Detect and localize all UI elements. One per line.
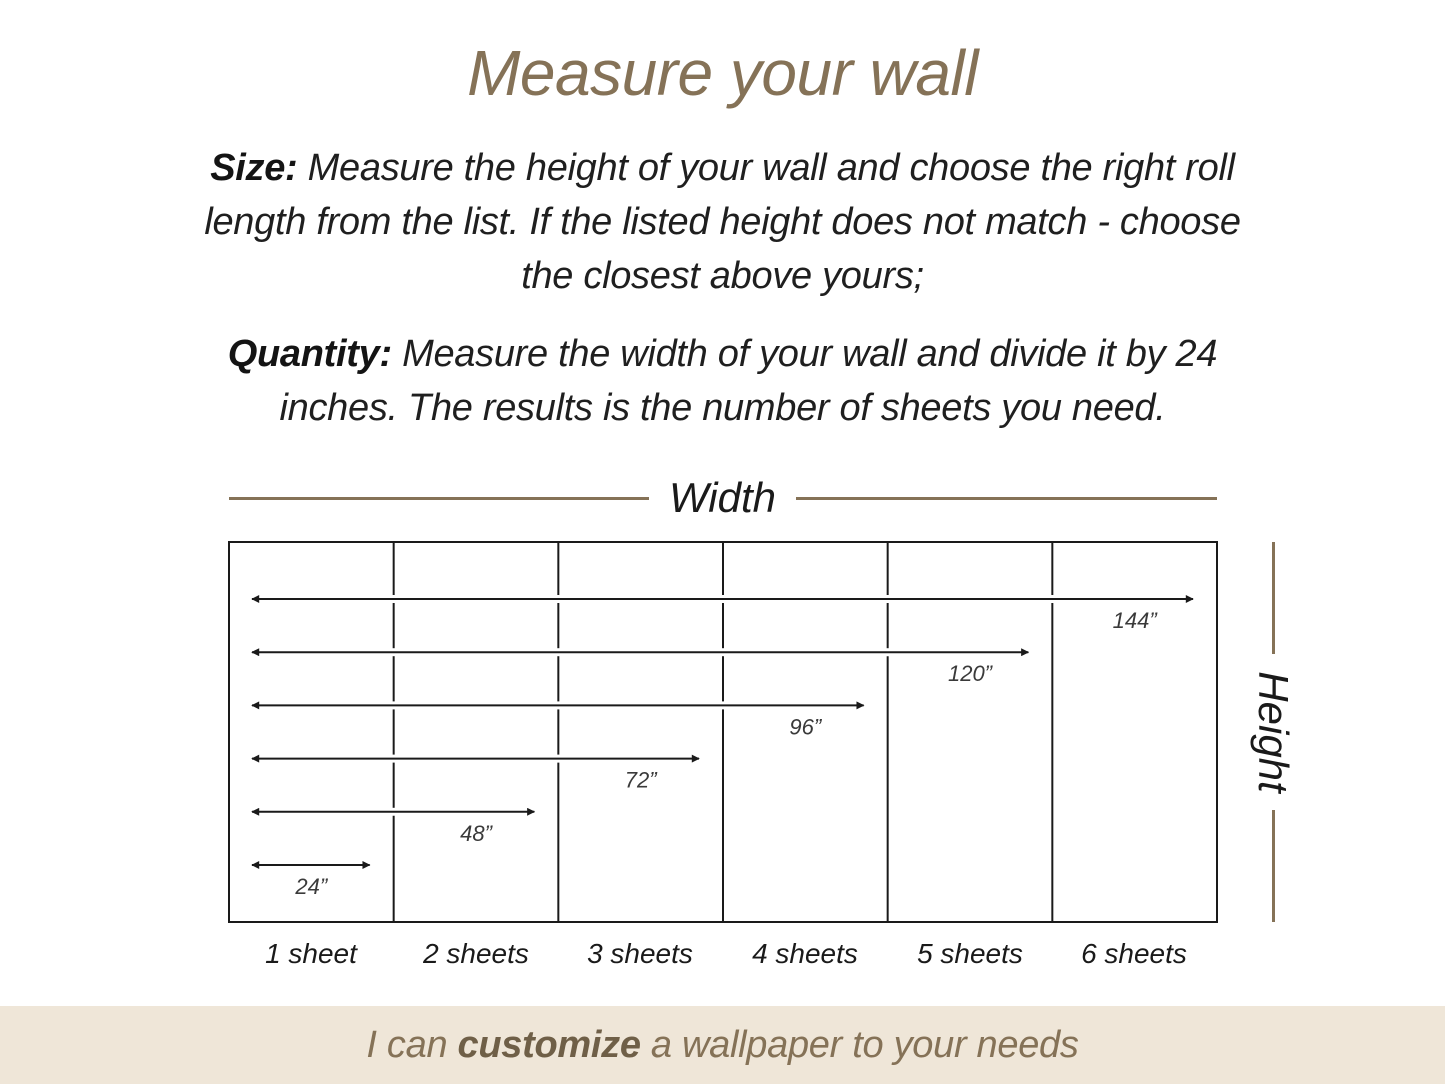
width-indicator <box>229 470 1217 526</box>
width-value-4: 96” <box>789 714 822 740</box>
width-label: Width <box>669 474 776 521</box>
width-rule-right <box>796 497 1217 500</box>
size-text: Measure the height of your wall and choose the right roll length from the list. If the listed height does not match - choose the closest above yours; <box>204 147 1241 297</box>
size-label: Size: <box>210 147 298 189</box>
quantity-text: Measure the width of your wall and divide it by 24 inches. The results is the number of sheets you need. <box>279 333 1218 429</box>
sheet-label-3: 3 sheets <box>587 938 693 969</box>
sheet-label-1: 1 sheet <box>265 938 357 969</box>
footer-text-after: a wallpaper to your needs <box>640 1024 1079 1066</box>
quantity-label: Quantity: <box>227 333 392 375</box>
footer-banner <box>0 1006 1445 1084</box>
height-rule-top <box>1272 542 1275 654</box>
size-paragraph <box>180 141 1265 303</box>
width-value-1: 24” <box>295 874 328 899</box>
width-value-2: 48” <box>460 820 492 846</box>
height-indicator <box>1250 542 1297 922</box>
width-value-3: 72” <box>624 767 657 793</box>
sheet-label-4: 4 sheets <box>752 938 858 969</box>
quantity-paragraph <box>180 327 1265 435</box>
sheet-label-6: 6 sheets <box>1081 938 1187 969</box>
sheet-count-labels <box>229 932 1217 976</box>
sheet-label-5: 5 sheets <box>917 938 1023 969</box>
footer-text-before: I can <box>366 1024 458 1066</box>
width-rule-left <box>229 497 649 500</box>
width-value-5: 120” <box>947 661 993 687</box>
width-value-6: 144” <box>1112 608 1157 633</box>
sheet-label-2: 2 sheets <box>423 938 529 969</box>
footer-emphasis: customize <box>457 1024 641 1066</box>
wall-diagram <box>228 541 1218 925</box>
height-label: Height <box>1250 671 1297 793</box>
height-rule-bottom <box>1272 810 1275 922</box>
page-title: Measure your wall <box>467 37 978 109</box>
